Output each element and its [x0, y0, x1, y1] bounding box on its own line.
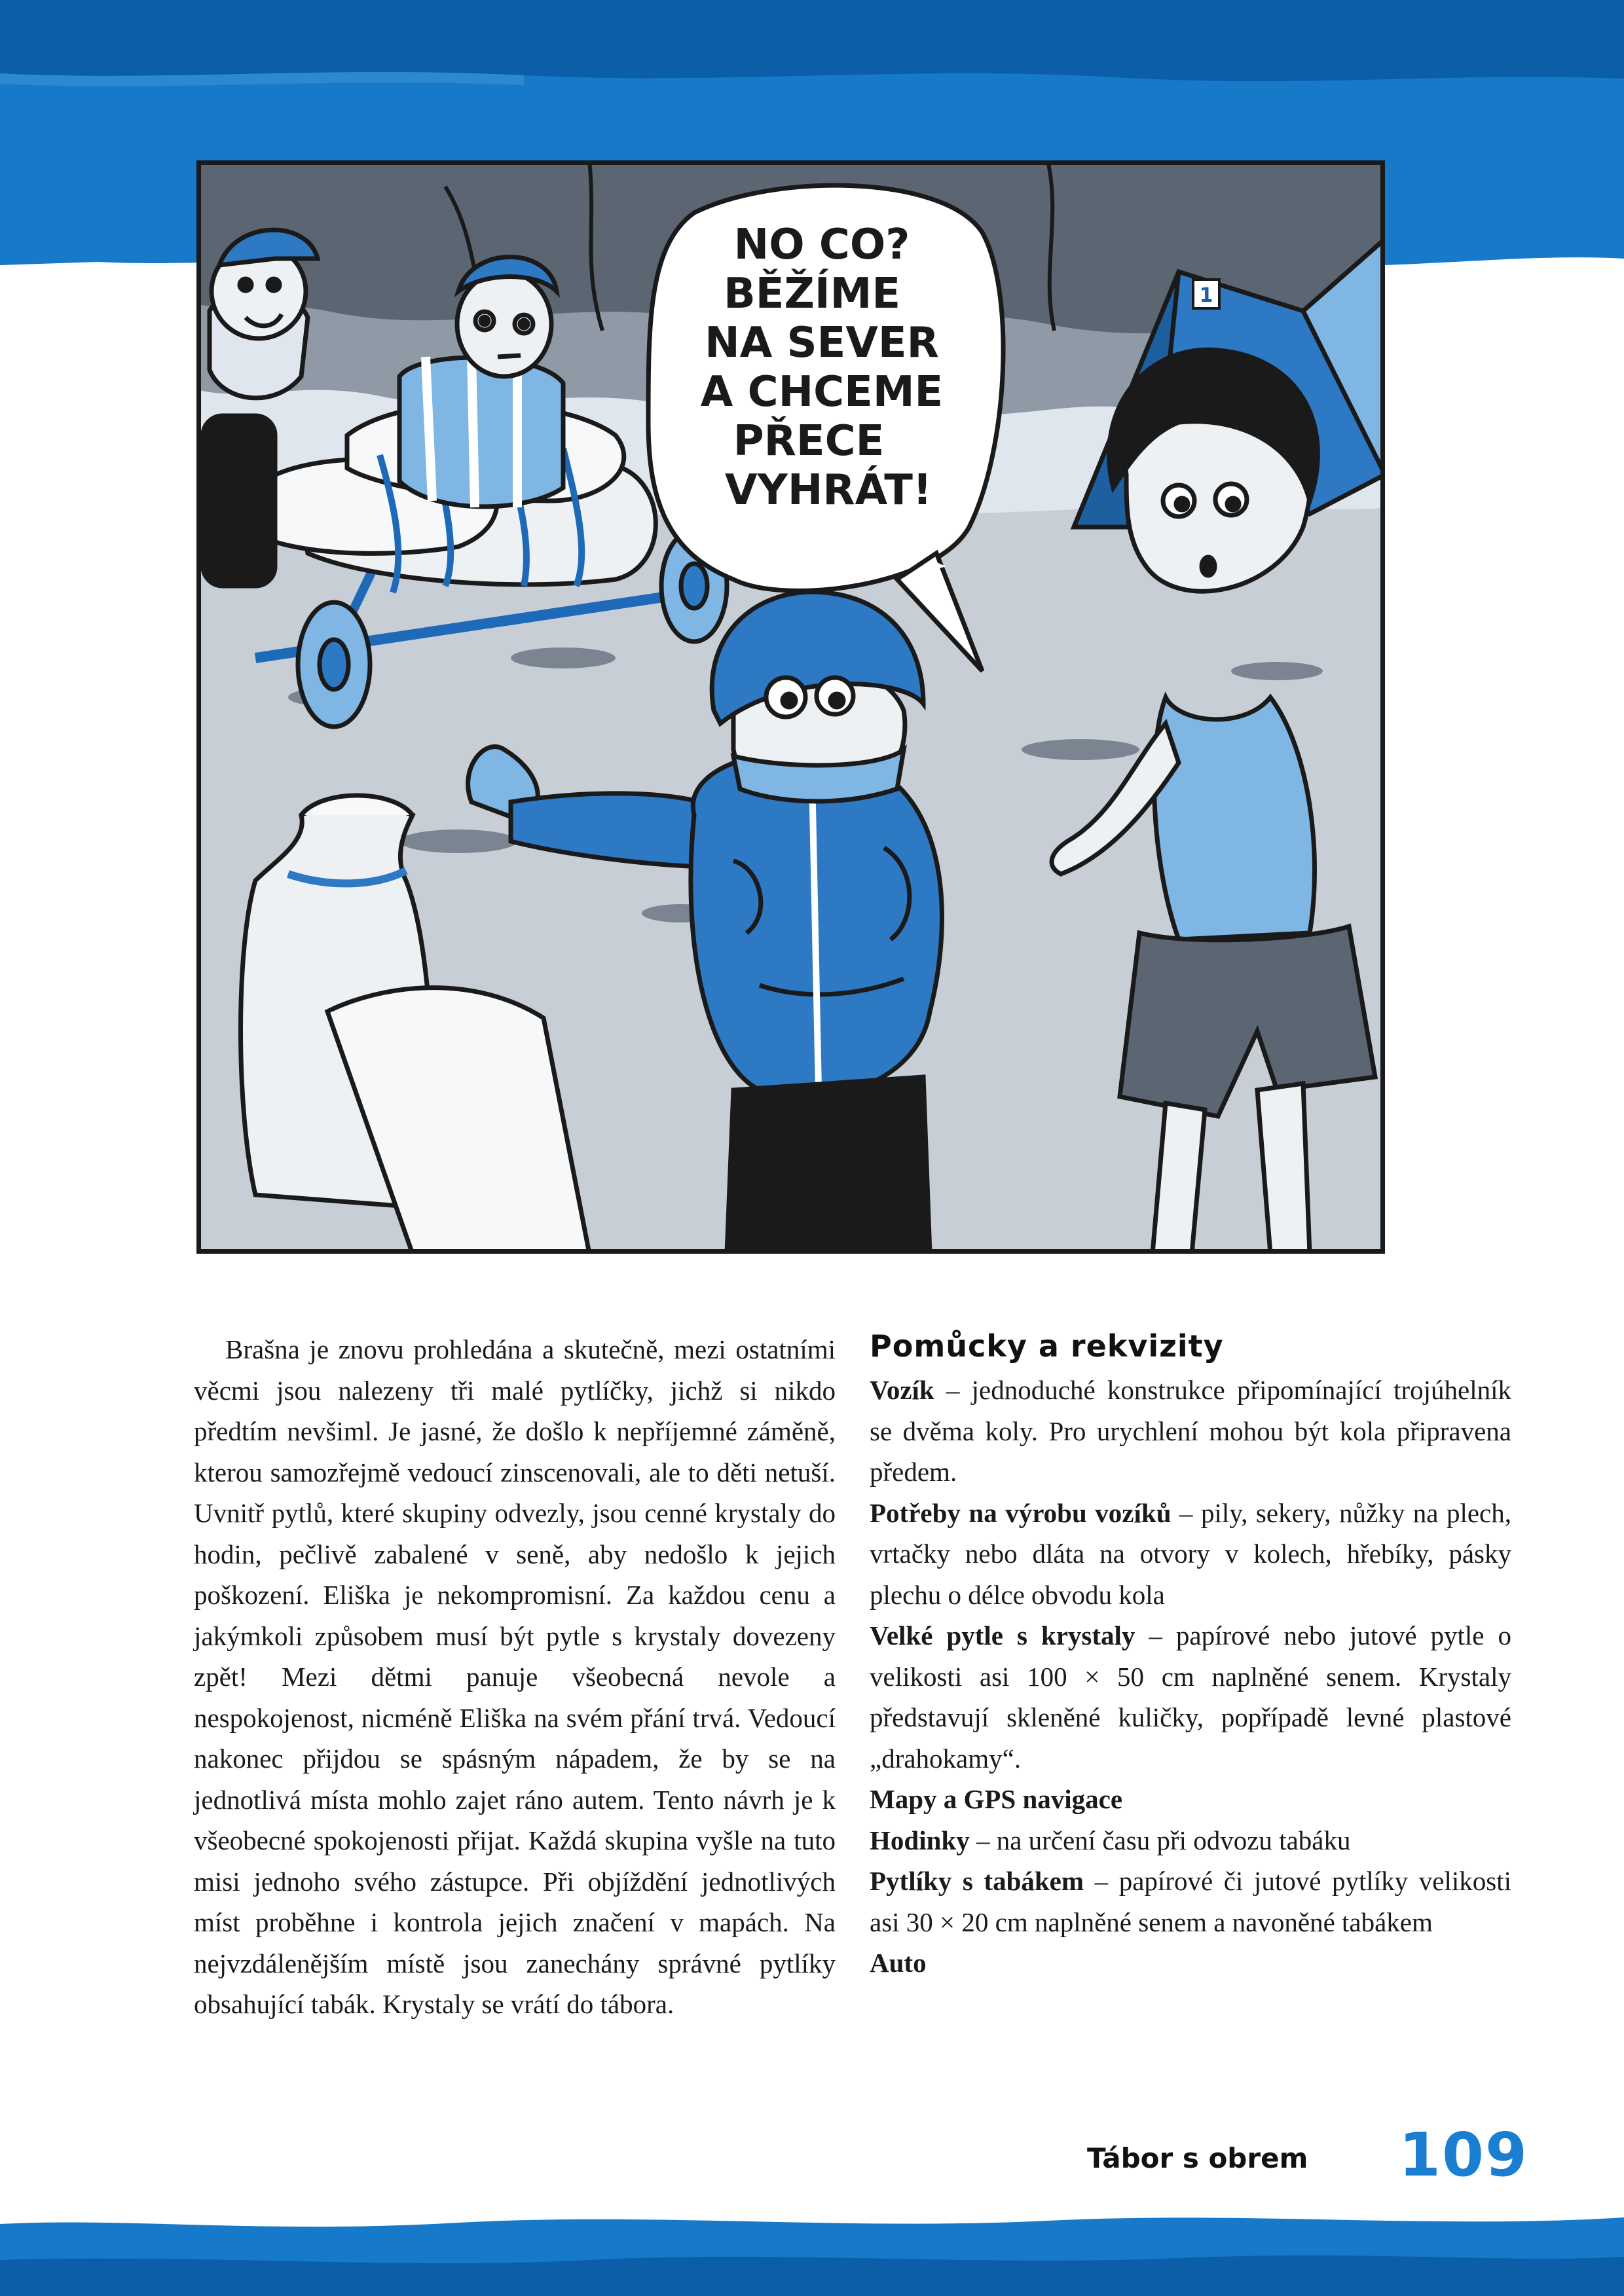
prop-term: Potřeby na výrobu vozíků — [870, 1497, 1172, 1528]
prop-term: Auto — [870, 1948, 927, 1978]
prop-item — [870, 1820, 1511, 1861]
prop-item — [870, 1370, 1511, 1493]
speech-line-4: A CHCEME — [700, 368, 944, 416]
prop-item — [870, 1942, 1511, 1984]
speech-line-6: VYHRÁT! — [724, 466, 932, 515]
prop-desc: – papírové nebo jutové pytle o velikosti asi 100 × 50 cm naplněné senem. Krystaly představují skleněné kuličky, popřípadě levné plastové „drahokamy“. — [870, 1620, 1511, 1774]
props-heading: Pomůcky a rekvizity — [870, 1328, 1224, 1364]
prop-item — [870, 1493, 1511, 1616]
speech-line-2: BĚŽÍME — [723, 270, 901, 318]
speech-line-1: NO CO? — [733, 221, 910, 269]
page-number: 109 — [1399, 2120, 1529, 2190]
speech-line-5: PŘECE — [733, 417, 885, 465]
prop-term: Velké pytle s krystaly — [870, 1620, 1135, 1650]
comic-illustration — [196, 160, 1385, 1254]
prop-desc: – pily, sekery, nůžky na plech, vrtačky nebo dláta na otvory v kolech, hřebíky, pásky plechu o délce obvodu kola — [870, 1497, 1511, 1610]
prop-desc: – papírové či jutové pytlíky velikosti asi 30 × 20 cm naplněné senem a navoněné tabákem — [870, 1866, 1511, 1937]
prop-desc: – na určení času při odvozu tabáku — [969, 1825, 1351, 1855]
story-column — [194, 1329, 836, 2025]
prop-item — [870, 1779, 1511, 1820]
prop-item — [870, 1861, 1511, 1942]
prop-term: Hodinky — [870, 1825, 970, 1855]
bottom-decorative-band — [0, 2198, 1624, 2296]
tent-number: 1 — [1199, 284, 1213, 307]
prop-term: Mapy a GPS navigace — [870, 1784, 1123, 1814]
props-column — [870, 1322, 1511, 1984]
prop-item — [870, 1615, 1511, 1779]
footer-book-title: Tábor s obrem — [1087, 2142, 1308, 2174]
prop-term: Pytlíky s tabákem — [870, 1866, 1084, 1896]
speech-line-3: NA SEVER — [705, 319, 939, 367]
story-paragraph: Brašna je znovu prohledána a skutečně, mezi ostatními věcmi jsou nalezeny tři malé pytlíčky, jichž si nikdo předtím nevšiml. Je jasné, že došlo k nepříjemné záměně, kterou samozřejmě vedoucí zinscenovali, ale to děti netuší. Uvnitř pytlů, které skupiny odvezly, jsou cenné krystaly do hodin, pečlivě zabalené v seně, aby nedošlo k jejich poškození. Eliška je nekompromisní. Za každou cenu a jakýmkoli způsobem musí být pytle s krystaly dovezeny zpět! Mezi dětmi panuje všeobecná nevole a nespokojenost, nicméně Eliška na svém přání trvá. Vedoucí nakonec přijdou se spásným nápadem, že by se na jednotlivá místa mohlo zajet ráno autem. Tento návrh je k všeobecné spokojenosti přijat. Každá skupina vyšle na tuto misi jednoho svého zástupce. Při objíždění jednotlivých míst proběhne i kontrola jejich značení v mapách. Na nejvzdálenějším místě jsou zanechány správné pytlíky obsahující tabák. Krystaly se vrátí do tábora. — [194, 1334, 836, 2019]
prop-term: Vozík — [870, 1375, 934, 1405]
prop-desc: – jednoduché konstrukce připomínající trojúhelník se dvěma koly. Pro urychlení mohou být kola připravena předem. — [870, 1375, 1511, 1487]
